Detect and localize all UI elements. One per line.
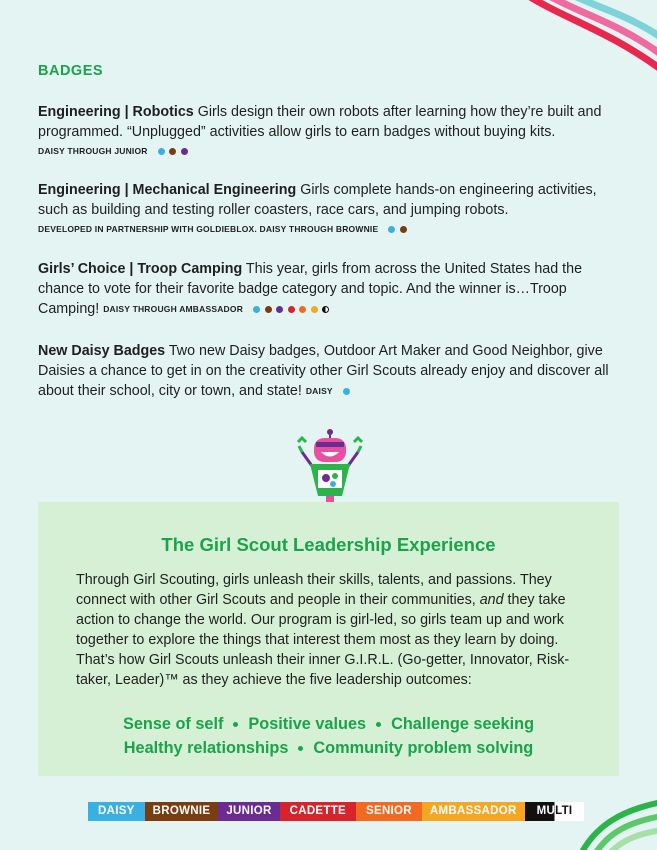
badge-description: Girls design their own robots after learning how they’re built and programmed. “Unplugged” activities allow girls to earn badges without buying kits.	[38, 104, 602, 140]
badge-entry	[38, 102, 623, 160]
multi-label-right: LTI	[555, 805, 573, 817]
badge-title: New Daisy Badges	[38, 343, 166, 359]
badge-title: Girls’ Choice | Troop Camping	[38, 261, 243, 277]
bullet-separator	[233, 722, 238, 727]
grade-level-dots	[253, 299, 329, 319]
badge-title: Engineering | Robotics	[38, 104, 194, 120]
badge-grades: DAISY THROUGH AMBASSADOR	[103, 304, 244, 315]
level-dot	[388, 226, 395, 233]
level-junior: JUNIOR	[218, 802, 279, 821]
badge-grades: DAISY	[305, 386, 333, 397]
badge-entry	[38, 259, 623, 319]
multi-label-left: MU	[536, 805, 556, 817]
badge-grades: DAISY THROUGH JUNIOR	[38, 146, 148, 157]
grade-level-dots	[388, 220, 411, 238]
badge-description: Girls complete hands-on engineering activities, such as building and testing roller coasters, race cars, and jumping robots.	[38, 182, 597, 218]
level-senior: SENIOR	[356, 802, 422, 821]
decorative-swoosh-top	[517, 0, 657, 80]
level-brownie: BROWNIE	[145, 802, 219, 821]
decorative-swoosh-bottom	[577, 790, 657, 850]
badge-description: This year, girls from across the United States had the chance to vote for their favorite badge category and topic. And the winner is…Troop Camping!	[38, 261, 583, 317]
leadership-outcomes	[38, 712, 619, 760]
grade-level-dots	[158, 142, 193, 160]
box-body-emphasis: and	[479, 592, 504, 608]
bullet-separator	[376, 722, 381, 727]
level-cadette: CADETTE	[280, 802, 356, 821]
badge-entry	[38, 341, 623, 401]
outcomes-row	[38, 712, 619, 736]
level-dot	[311, 306, 318, 313]
bullet-separator	[298, 746, 303, 751]
outcome: Positive values	[248, 715, 367, 733]
level-ambassador: AMBASSADOR	[422, 802, 525, 821]
level-dot	[158, 148, 165, 155]
level-legend-bar	[88, 802, 584, 821]
box-body-text: they take action to change the world. Our program is girl-led, so girls team up and work together to explore the things that interest them most as they learn by doing. That’s how Girl Scouts unleash their inner G.I.R.L. (Go-getter, Innovator, Risk-taker, Leader)™ as they achieve the five leadership outcomes:	[76, 592, 570, 688]
level-dot	[400, 226, 407, 233]
outcome: Challenge seeking	[391, 715, 535, 733]
badge-entry	[38, 180, 623, 238]
level-dot	[343, 388, 350, 395]
level-multi	[525, 802, 585, 821]
box-body-text: Through Girl Scouting, girls unleash their skills, talents, and passions. They connect with other Girl Scouts and people in their communities,	[76, 572, 552, 608]
level-daisy: DAISY	[88, 802, 145, 821]
level-dot	[299, 306, 306, 313]
level-dot	[181, 148, 188, 155]
leadership-experience-box	[38, 502, 619, 776]
outcome: Healthy relationships	[123, 739, 289, 757]
level-dot	[288, 306, 295, 313]
badge-description: Two new Daisy badges, Outdoor Art Maker and Good Neighbor, give Daisies a chance to get in on the creativity other Girl Scouts already enjoy and discover all about their school, city or town, and state!	[38, 343, 609, 399]
box-body	[76, 570, 591, 690]
outcomes-row	[38, 736, 619, 760]
outcome: Sense of self	[122, 715, 224, 733]
multi-level-dot	[322, 306, 329, 313]
badge-title: Engineering | Mechanical Engineering	[38, 182, 297, 198]
section-heading: BADGES	[38, 63, 104, 79]
level-dot	[253, 306, 260, 313]
badge-grades: DEVELOPED IN PARTNERSHIP WITH GOLDIEBLOX. DAISY THROUGH BROWNIE	[38, 224, 379, 235]
grade-level-dots	[343, 381, 355, 401]
outcome: Community problem solving	[313, 739, 534, 757]
box-title: The Girl Scout Leadership Experience	[161, 534, 496, 555]
level-dot	[276, 306, 283, 313]
level-dot	[265, 306, 272, 313]
level-dot	[169, 148, 176, 155]
